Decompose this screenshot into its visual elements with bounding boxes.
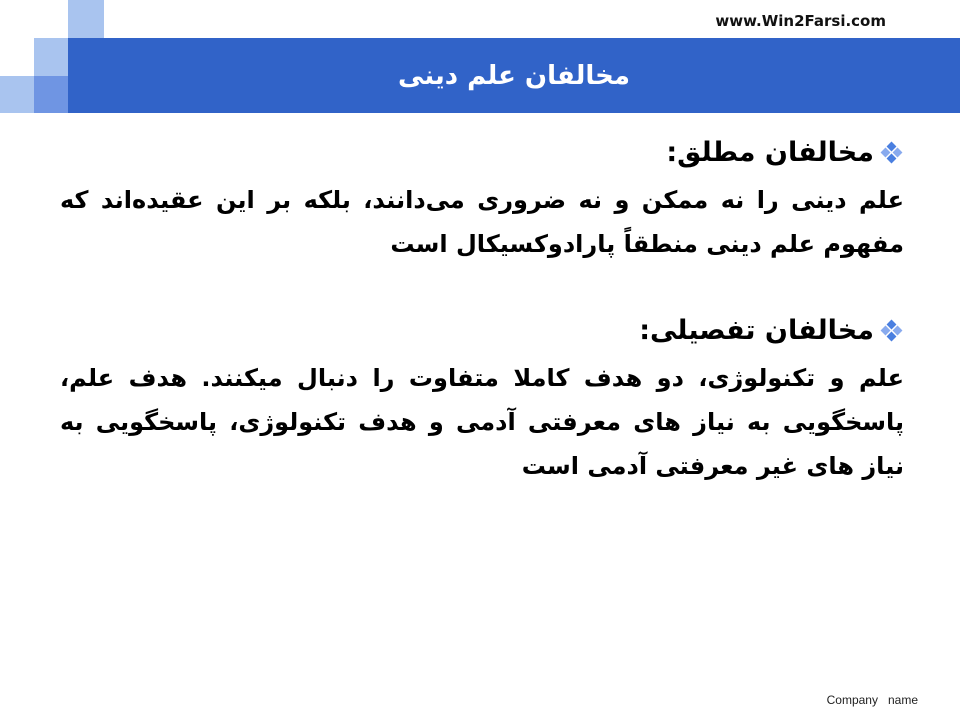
- slide-title: مخالفان علم دینی: [398, 60, 630, 91]
- heading-text: مخالفان مطلق:: [666, 137, 874, 168]
- section-heading: [60, 132, 904, 174]
- section-heading: [60, 310, 904, 352]
- slide-content: [60, 132, 904, 488]
- decorative-square: [0, 76, 34, 113]
- decorative-square: [34, 38, 68, 76]
- section-paragraph: علم و تکنولوژی، دو هدف کاملا متفاوت را دنبال میکنند. هدف علم، پاسخگویی به نیاز های معرفتی آدمی و هدف تکنولوژی، پاسخگویی به نیاز های غیر معرفتی آدمی است: [60, 364, 904, 480]
- bullet-diamond-icon: [880, 319, 904, 343]
- decorative-square: [34, 76, 68, 113]
- website-label: www.Win2Farsi.com: [715, 12, 886, 30]
- decorative-square: [68, 0, 104, 38]
- bullet-diamond-icon: [880, 141, 904, 165]
- company-name: Company name: [826, 693, 918, 707]
- section-paragraph: علم دینی را نه ممکن و نه ضروری می‌دانند، بلکه بر این عقیده‌اند که مفهوم علم دینی منطقاً پارادوکسیکال است: [60, 186, 904, 258]
- heading-text: مخالفان تفصیلی:: [639, 315, 874, 346]
